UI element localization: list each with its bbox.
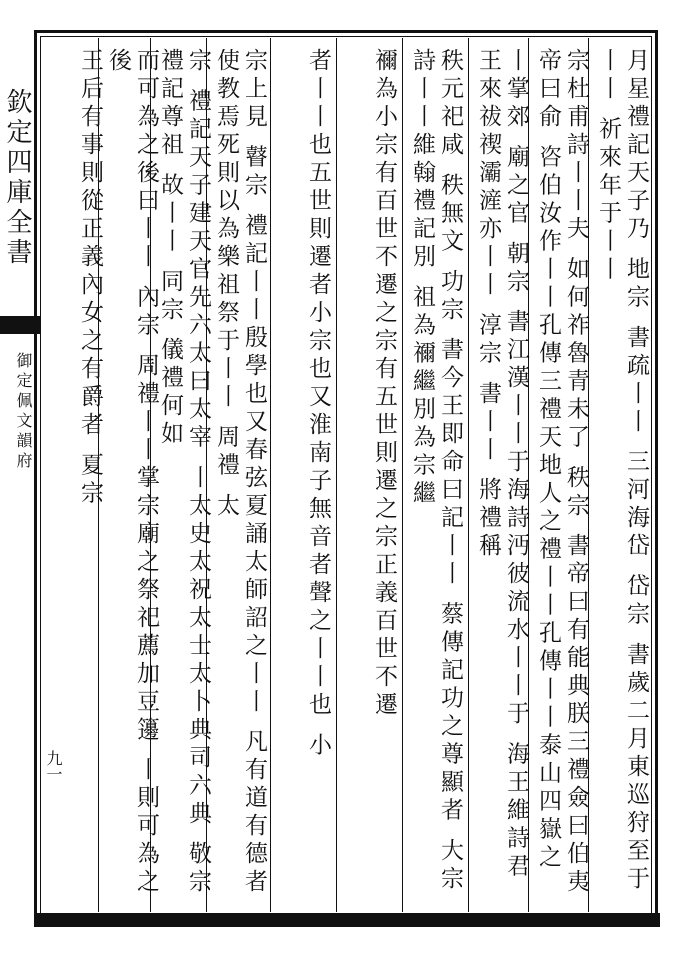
section-label: 御定佩文韻府 <box>14 352 33 472</box>
book-title: 欽定四庫全書 <box>2 88 32 268</box>
text-column-8: 宗 禮記天子建天官先六太曰太宰 丨太史太祝太士太卜典司六典 敬宗 禮記尊祖 故丨丨 同宗 儀禮何如 <box>157 48 211 910</box>
text-column-9: 而可為之後曰丨丨 內宗 周禮丨丨掌宗廟之祭祀薦加豆籩 丨則可為之後 <box>105 48 159 897</box>
column-rule <box>468 38 469 912</box>
column-rule <box>336 38 337 912</box>
text-column-2: 宗杜甫詩丨丨夫 如何祚魯青未了 秩宗 書帝曰有能典朕三禮僉曰伯夷帝曰俞 咨伯汝作丨丨孔傳三禮天地人之禮丨丨孔傳丨丨泰山四嶽之 <box>535 48 589 897</box>
text-column-3: 丨掌郊 廟之官 朝宗 書江漢丨丨于海詩沔彼流水丨丨于 海王維詩君王來祓禊灞滻亦丨丨 淳宗 書丨丨 將禮稱 <box>475 48 529 882</box>
text-column-4: 秩元祀咸 秩無文 功宗 書今王即命曰記丨丨 蔡傳記功之尊顯者 大宗 詩丨丨維翰禮記別 祖為禰繼別為宗繼 <box>409 48 463 906</box>
text-column-7: 宗上見 瞽宗 禮記丨丨殷學也又春弦夏誦太師詔之丨丨 凡有道有德者使教焉死則以為樂祖祭于丨丨 周禮 太 <box>213 48 267 897</box>
column-rule <box>270 38 271 912</box>
text-column-5: 禰為小宗有百世不遷之宗有五世則遷之宗正義百世不遷 <box>371 48 397 720</box>
bottom-rule <box>34 913 660 927</box>
column-rule <box>402 38 403 912</box>
text-column-6: 者丨丨也五世則遷者小宗也又淮南子無音者聲之丨丨也 小 <box>305 48 331 761</box>
text-column-10: 王后有事則從正義內女之有爵者 夏宗 <box>77 48 103 509</box>
page-number: 九一 <box>44 750 63 782</box>
text-column-1: 月星禮記天子乃 地宗 書疏丨丨 三河海岱 岱宗 書歲二月東巡狩至于丨丨 祈來年于丨丨 <box>595 48 649 894</box>
